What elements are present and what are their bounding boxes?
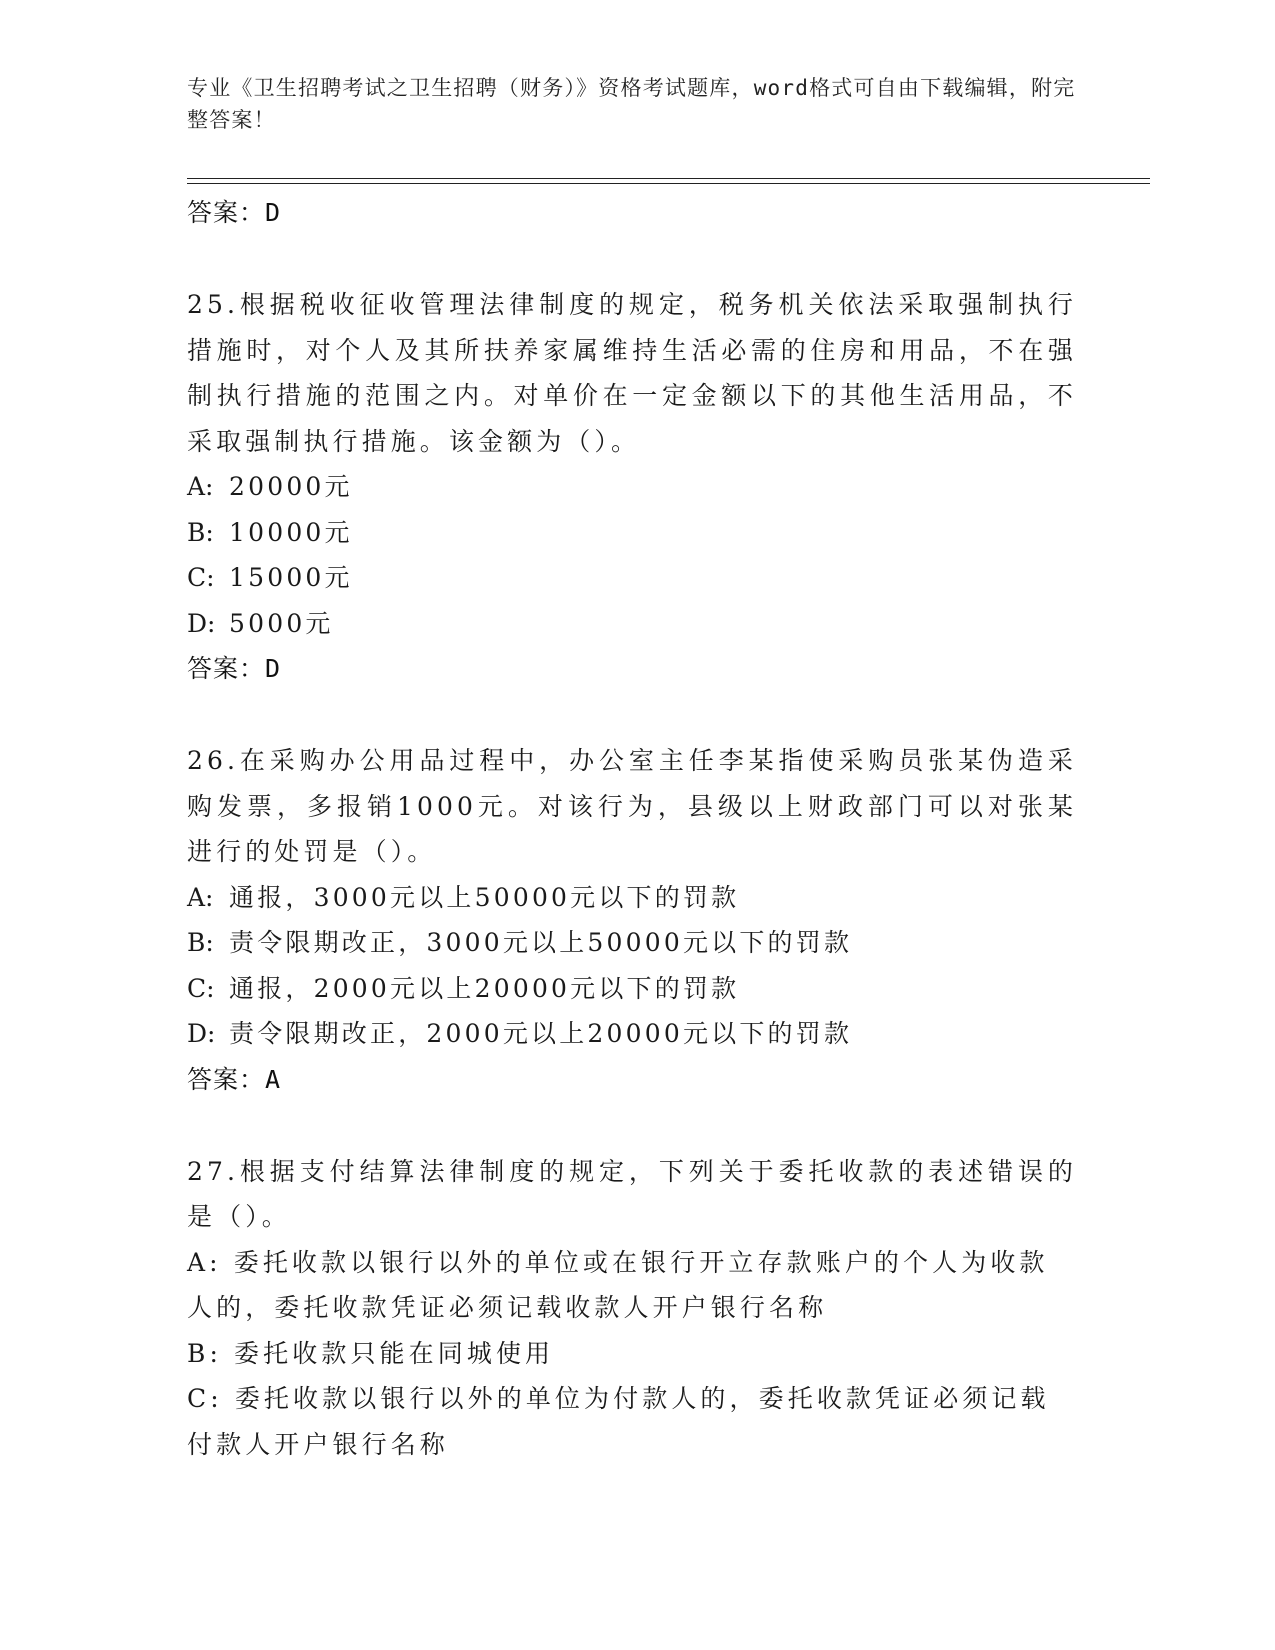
option-text: 委托收款只能在同城使用 — [234, 1338, 555, 1368]
option-text: 20000元 — [229, 472, 353, 501]
answer-26: 答案：A — [187, 1064, 282, 1094]
option-d — [187, 1011, 1077, 1057]
option-b — [187, 510, 1077, 556]
question-25 — [187, 282, 1077, 692]
option-letter: A: — [187, 882, 214, 912]
question-26 — [187, 738, 1077, 1103]
option-c — [187, 1376, 1077, 1467]
option-text: 委托收款以银行以外的单位为付款人的，委托收款凭证必须记载付款人开户银行名称 — [187, 1384, 1050, 1459]
option-letter: B: — [187, 517, 214, 547]
answer-25: 答案：D — [187, 654, 282, 683]
option-a — [187, 1240, 1077, 1331]
question-content — [187, 190, 1077, 1467]
option-b — [187, 920, 1077, 966]
option-a — [187, 464, 1077, 510]
option-text: 5000元 — [229, 608, 334, 638]
option-letter: D: — [187, 608, 216, 638]
option-text: 通报，3000元以上50000元以下的罚款 — [229, 882, 740, 912]
option-letter: C: — [187, 1384, 223, 1413]
option-c — [187, 966, 1077, 1012]
option-letter: A: — [187, 1247, 222, 1277]
option-b — [187, 1331, 1077, 1377]
option-c — [187, 555, 1077, 601]
option-text: 责令限期改正，2000元以上20000元以下的罚款 — [229, 1019, 853, 1048]
option-letter: C: — [187, 973, 215, 1003]
option-text: 委托收款以银行以外的单位或在银行开立存款账户的个人为收款人的，委托收款凭证必须记载收款人开户银行名称 — [187, 1247, 1049, 1322]
option-letter: A: — [187, 472, 214, 501]
header-divider — [187, 178, 1150, 184]
option-letter: B: — [187, 1338, 222, 1368]
option-letter: C: — [187, 563, 215, 592]
option-text: 10000元 — [229, 517, 353, 547]
option-letter: D: — [187, 1019, 216, 1048]
question-stem: 25.根据税收征收管理法律制度的规定，税务机关依法采取强制执行措施时，对个人及其所扶养家属维持生活必需的住房和用品，不在强制执行措施的范围之内。对单价在一定金额以下的其他生活用品，不采取强制执行措施。该金额为（）。 — [187, 290, 1077, 456]
option-a — [187, 875, 1077, 921]
option-text: 通报，2000元以上20000元以下的罚款 — [229, 973, 740, 1003]
question-27 — [187, 1149, 1077, 1468]
document-header — [187, 72, 1077, 136]
option-d — [187, 601, 1077, 647]
question-stem: 27.根据支付结算法律制度的规定，下列关于委托收款的表述错误的是（）。 — [187, 1156, 1077, 1231]
option-text: 责令限期改正，3000元以上50000元以下的罚款 — [229, 928, 853, 957]
question-stem: 26.在采购办公用品过程中，办公室主任李某指使采购员张某伪造采购发票，多报销1000元。对该行为，县级以上财政部门可以对张某进行的处罚是（）。 — [187, 746, 1077, 866]
header-text: 专业《卫生招聘考试之卫生招聘（财务）》资格考试题库，word格式可自由下载编辑，附完整答案！ — [187, 76, 1076, 132]
option-text: 15000元 — [229, 563, 353, 592]
option-letter: B: — [187, 928, 214, 957]
answer-previous: 答案：D — [187, 198, 282, 227]
